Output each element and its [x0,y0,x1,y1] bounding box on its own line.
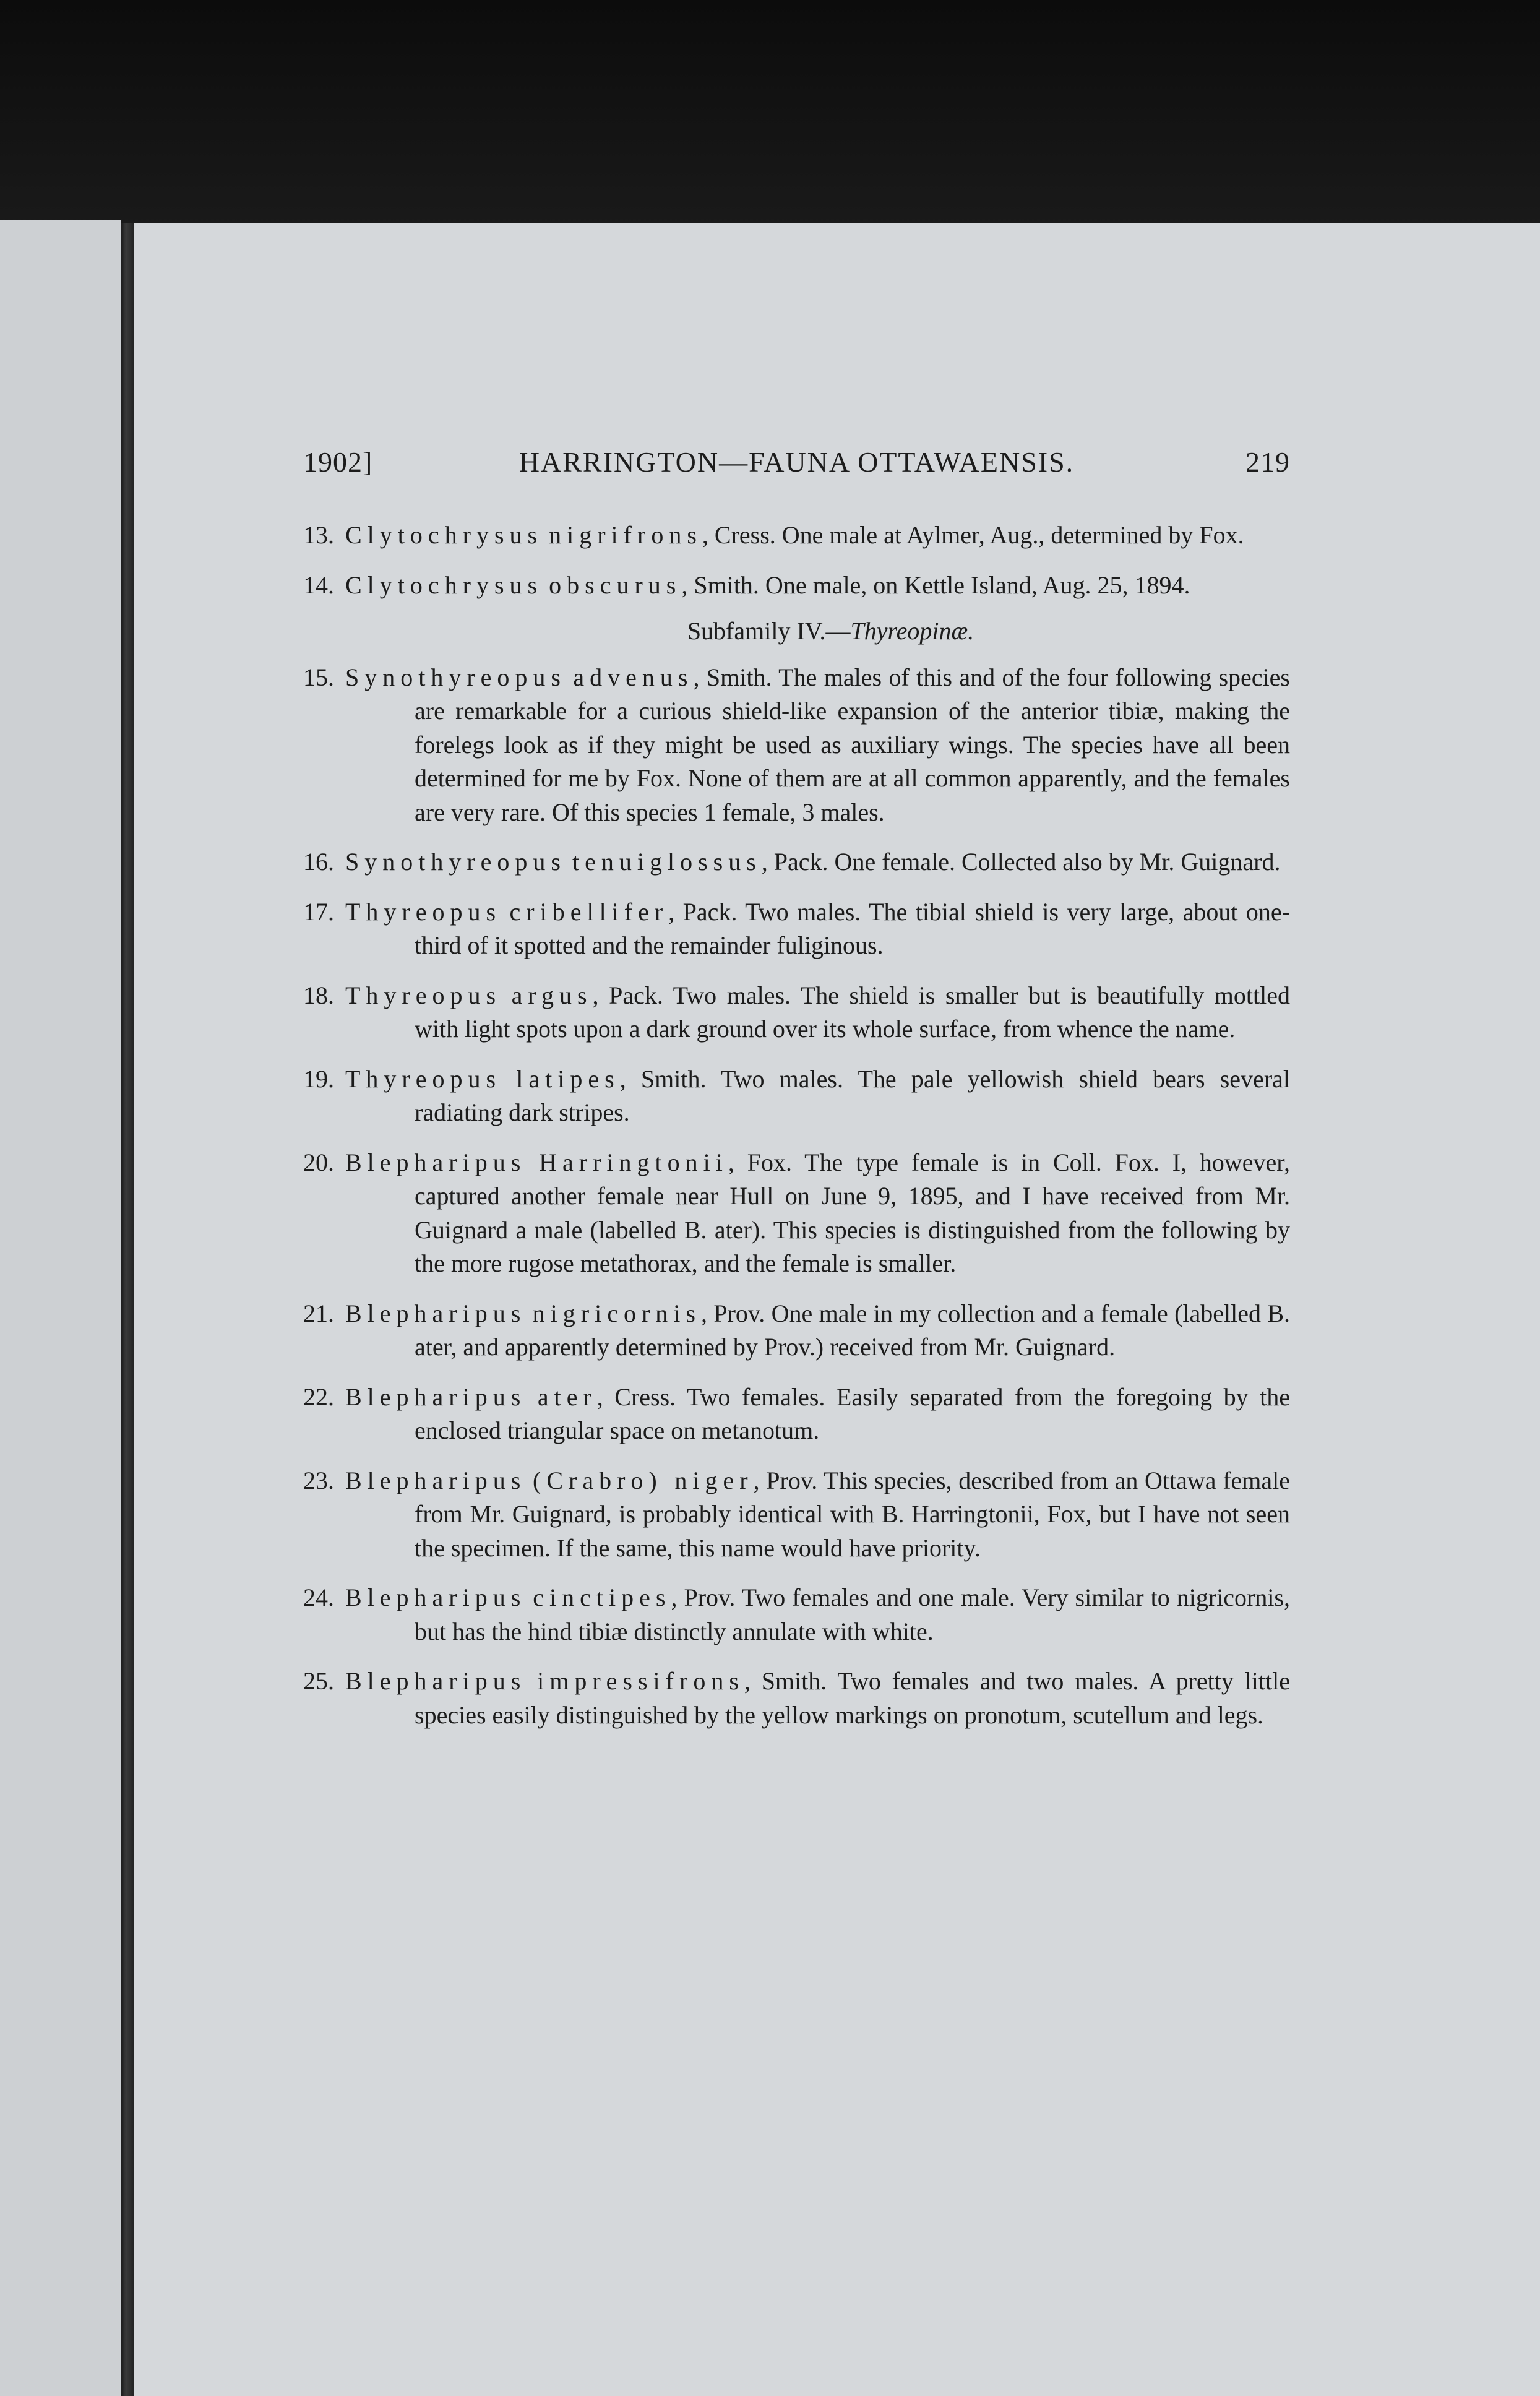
genus-name: Blepharipus [345,1584,527,1611]
entry-description: , Pack. Two males. The shield is smaller but is beautifully mottled with light spots upon a dark ground over its whole surface, from whence the name. [415,981,1290,1043]
species-entry [303,845,1290,879]
species-name: obscurus [549,571,682,599]
entry-description: , Cress. One male at Aylmer, Aug., determined by Fox. [702,521,1244,549]
scan-dark-background [0,0,1540,230]
genus-name: Blepharipus [345,1299,527,1327]
species-entry [303,1464,1290,1566]
species-entry [303,895,1290,963]
entry-description: , Prov. One male in my collection and a female (labelled B. ater, and apparently determined by Prov.) received from Mr. Guignard. [415,1299,1291,1361]
species-name: tenuiglossus [572,848,762,876]
species-name: ater [537,1382,597,1411]
header-year: 1902] [303,446,373,478]
species-name: cribellifer [509,897,669,926]
entry-number: 13. [303,521,334,549]
entry-number: 25. [303,1667,334,1695]
genus-name: Thyreopus [345,981,502,1009]
entry-description: , Prov. This species, described from an Ottawa female from Mr. Guignard, is probably identical with B. Harringtonii, Fox, but I have not seen the specimen. If the same, this name would have priority. [415,1466,1291,1562]
entry-number: 18. [303,981,334,1009]
species-entry [303,1381,1290,1448]
subfamily-name: Thyreopinæ. [850,617,974,645]
species-name: (Crabro) niger [533,1466,754,1494]
entry-number: 21. [303,1299,334,1327]
entry-number: 20. [303,1148,334,1176]
genus-name: Thyreopus [345,897,502,926]
page-body [303,519,1290,1748]
genus-name: Clytochrysus [345,571,543,599]
genus-name: Blepharipus [345,1148,527,1176]
entry-number: 22. [303,1382,334,1411]
entry-number: 23. [303,1466,334,1494]
genus-name: Blepharipus [345,1466,527,1494]
entry-description: , Pack. One female. Collected also by Mr. Guignard. [761,848,1281,876]
species-name: nigrifrons [549,521,702,549]
entry-description: , Pack. Two males. The tibial shield is very large, about one-third of it spotted and the remainder fuliginous. [415,897,1290,959]
species-name: impressifrons [537,1667,744,1695]
species-name: argus [511,981,593,1009]
entry-description: , Smith. Two females and two males. A pretty little species easily distinguished by the yellow markings on pronotum, scutellum and legs. [415,1667,1291,1729]
entry-description: , Smith. The males of this and of the four following species are remarkable for a curious shield-like expansion of the anterior tibiæ, making the forelegs look as if they might be used as auxiliary wings. The species have all been determined for me by Fox. None of them are at all common apparently, and the females are very rare. Of this species 1 female, 3 males. [415,663,1290,826]
running-header [303,446,1290,489]
page-number: 219 [1245,446,1290,478]
entry-description: , Prov. Two females and one male. Very similar to nigricornis, but has the hind tibiæ distinctly annulate with white. [415,1584,1291,1645]
species-entry [303,1581,1290,1648]
entry-description: , Smith. One male, on Kettle Island, Aug. 25, 1894. [681,571,1190,599]
species-entry [303,1297,1290,1364]
entry-number: 17. [303,897,334,926]
subfamily-heading [303,614,1290,649]
species-entry [303,661,1290,830]
entry-description: , Fox. The type female is in Coll. Fox. I, however, captured another female near Hull on June 9, 1895, and I have received from Mr. Guignard a male (labelled B. ater). This species is distinguished from the following by the more rugose metathorax, and the female is smaller. [415,1148,1291,1277]
species-name: cinctipes [533,1584,671,1611]
species-name: nigricornis [532,1299,701,1327]
genus-name: Blepharipus [345,1667,527,1695]
entry-number: 19. [303,1064,334,1093]
species-entry [303,979,1290,1046]
genus-name: Clytochrysus [345,521,543,549]
subfamily-label: Subfamily IV.— [687,617,851,645]
genus-name: Synothyreopus [345,848,566,876]
species-entry [303,1146,1290,1281]
entry-number: 24. [303,1584,334,1611]
entry-number: 15. [303,663,334,691]
entry-description: , Smith. Two males. The pale yellowish shield bears several radiating dark stripes. [415,1064,1291,1126]
species-name: Harringtonii [539,1148,728,1176]
book-spine-shadow [121,223,134,2396]
species-entry [303,1665,1290,1732]
genus-name: Synothyreopus [345,663,566,691]
species-name: advenus [573,663,694,691]
species-name: latipes [516,1064,620,1093]
header-title: HARRINGTON—FAUNA OTTAWAENSIS. [518,446,1075,478]
entry-number: 14. [303,571,334,599]
genus-name: Blepharipus [345,1382,527,1411]
species-entry [303,569,1290,603]
entry-number: 16. [303,848,334,876]
entry-description: , Cress. Two females. Easily separated from the foregoing by the enclosed triangular space on metanotum. [415,1382,1290,1444]
species-entry [303,519,1290,553]
genus-name: Thyreopus [345,1064,502,1093]
species-entry [303,1062,1290,1130]
adjacent-page-edge [0,220,121,2396]
